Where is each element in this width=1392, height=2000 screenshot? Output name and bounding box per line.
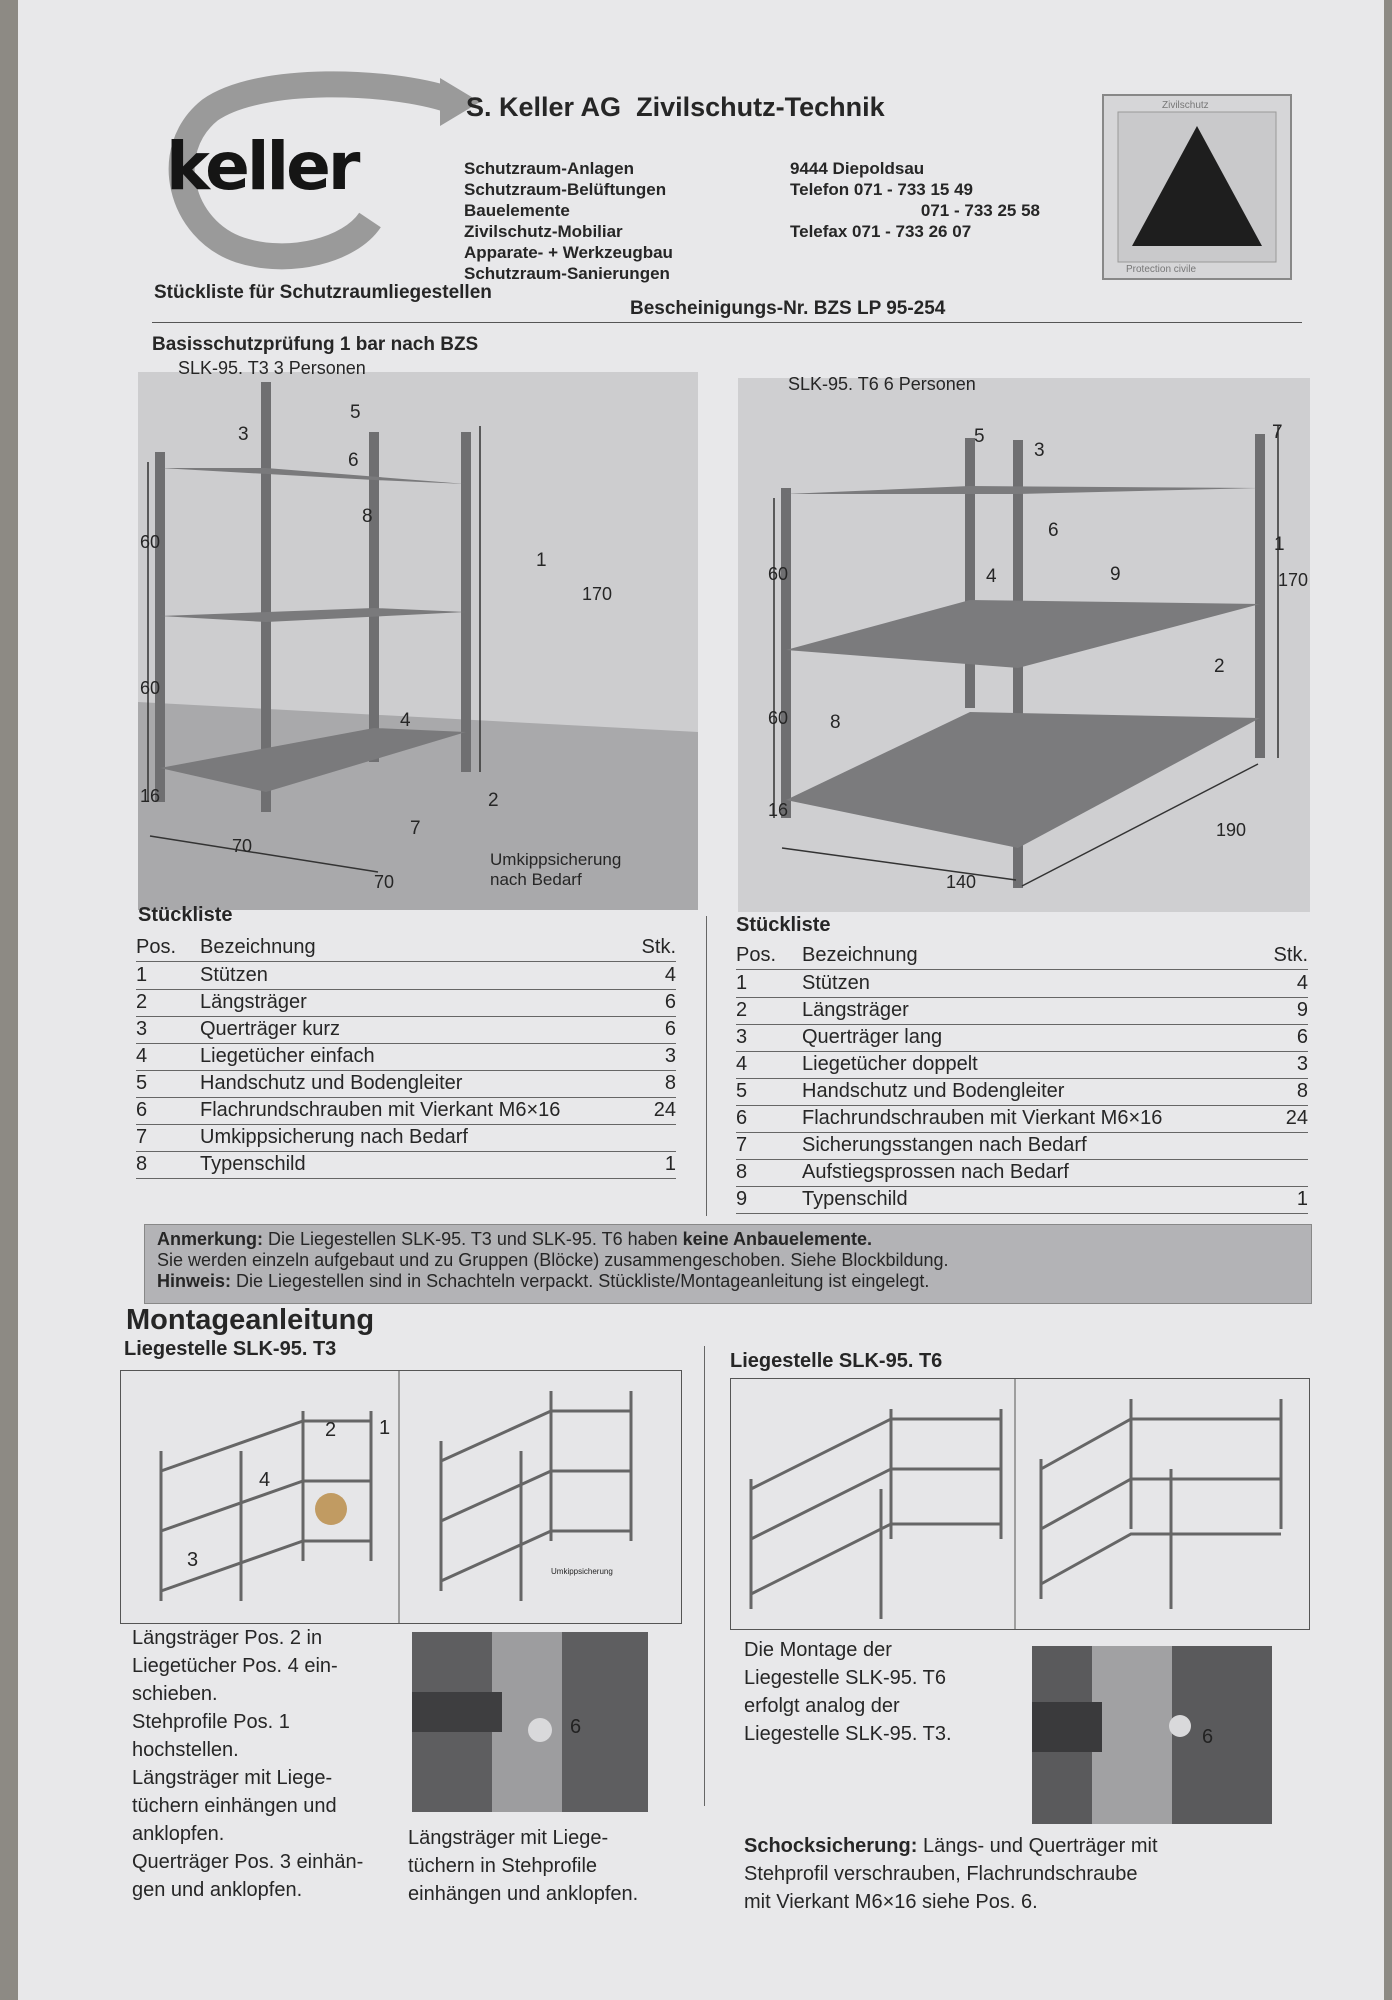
remark-box [144,1224,1312,1304]
service-item: Apparate- + Werkzeugbau [464,243,673,262]
montage-t6-heading: Liegestelle SLK-95. T6 [730,1350,943,1372]
row-qty: 3 [664,1045,676,1067]
sketch-callout: 4 [259,1469,271,1491]
bracket-photo-t3 [412,1632,648,1812]
t6-dimension: 190 [1216,820,1247,840]
row-pos: 5 [736,1080,748,1102]
left-table-heading: Stückliste [138,904,233,926]
row-name: Stützen [802,972,870,994]
table-row [136,1097,676,1125]
phone-2: 071 - 733 25 58 [920,201,1040,220]
t3-dimension: 16 [140,786,161,806]
t6-callout: 5 [974,426,985,447]
shock-label: Schocksicherung: [744,1835,918,1857]
t3-callout: 4 [400,710,411,731]
emblem-top-text: Zivilschutz [1162,100,1209,111]
emblem-bottom-text: Protection civile [1126,264,1197,275]
service-item: Bauelemente [464,201,570,220]
t3-tip-note: Umkippsicherung nach Bedarf [490,850,622,889]
right-parts-table [736,942,1308,1242]
certificate-number: Bescheinigungs-Nr. BZS LP 95-254 [630,298,946,319]
assembly-steps: Längsträger Pos. 2 in Liegetücher Pos. 4 ein- schieben. Stehprofile Pos. 1 hochstellen. Längsträger mit Liege- tüchern einhängen und anklopfen. Querträger Pos. 3 einhän- gen und anklopfen. [132,1627,364,1901]
remark-text: Die Liegestellen SLK-95. T3 und SLK-95. T6 haben [263,1229,683,1249]
row-name: Sicherungsstangen nach Bedarf [802,1134,1087,1156]
table-row [136,1070,676,1098]
row-name: Handschutz und Bodengleiter [200,1072,463,1094]
sketch-callout: 3 [187,1549,199,1571]
row-qty: 1 [1296,1188,1308,1210]
col-pos: Pos. [136,936,177,958]
t6-dimension: 60 [768,708,789,728]
company-name: S. Keller AG Zivilschutz-Technik [466,92,885,122]
remark-text-2: Sie werden einzeln aufgebaut und zu Gruppen (Blöcke) zusammengeschoben. Siehe Blockbildung. [157,1250,949,1270]
t3-dimension: 70 [232,836,253,856]
table-row [736,1078,1308,1106]
table-row [136,1043,676,1071]
triangle-icon [1104,96,1290,278]
service-item: Schutzraum-Belüftungen [464,180,667,199]
montage-title: Montageanleitung [126,1304,375,1336]
col-pos: Pos. [736,944,777,966]
row-qty: 9 [1296,999,1308,1021]
table-row [136,1151,676,1179]
row-qty: 6 [664,991,676,1013]
t6-callout: 1 [1274,534,1285,555]
left-parts-table [136,934,676,1234]
hint-text: Die Liegestellen sind in Schachteln verpackt. Stückliste/Montageanleitung ist eingelegt. [231,1271,930,1291]
table-divider [706,916,707,1216]
table-row [736,1105,1308,1133]
photo-callout: 6 [1202,1726,1214,1748]
montage-t3-heading: Liegestelle SLK-95. T3 [124,1338,337,1360]
table-header [136,934,676,962]
t6-callout: 2 [1214,656,1225,677]
row-name: Längsträger [802,999,909,1021]
table-row [136,989,676,1017]
doc-title: Stückliste für Schutzraumliegestellen [154,282,492,303]
montage-divider [704,1346,705,1806]
figure-slk95-t6 [738,374,1310,912]
row-pos: 3 [736,1026,748,1048]
t3-dimension: 170 [582,584,613,604]
row-pos: 1 [136,964,148,986]
table-row [736,1186,1308,1214]
row-name: Liegetücher einfach [200,1045,375,1067]
table-header [736,942,1308,970]
row-qty: 1 [664,1153,676,1175]
row-pos: 4 [136,1045,148,1067]
table-row [736,1051,1308,1079]
document-page [18,0,1384,2000]
row-pos: 3 [136,1018,148,1040]
table-row [136,962,676,990]
row-pos: 2 [736,999,748,1021]
t6-dimension: 16 [768,800,789,820]
table-row [736,997,1308,1025]
row-pos: 6 [736,1107,748,1129]
t6-callout: 6 [1048,520,1059,541]
row-pos: 9 [736,1188,748,1210]
row-pos: 5 [136,1072,148,1094]
sketch-callout: 1 [379,1417,391,1439]
t6-assembly-sketches [730,1378,1310,1630]
hint-label: Hinweis: [157,1271,232,1291]
row-name: Längsträger [200,991,307,1013]
t3-dimension: 70 [374,872,395,892]
service-item: Schutzraum-Anlagen [464,159,635,178]
row-pos: 1 [736,972,748,994]
logo-wordmark: keller [166,128,358,205]
service-item: Zivilschutz-Mobiliar [464,222,623,241]
table-row [736,1132,1308,1160]
row-qty: 24 [653,1099,676,1121]
t6-callout: 4 [986,566,997,587]
row-name: Liegetücher doppelt [802,1053,978,1075]
t6-callout: 3 [1034,440,1045,461]
phone-1: Telefon 071 - 733 15 49 [790,180,974,199]
t3-callout: 3 [238,424,249,445]
t6-dimension: 60 [768,564,789,584]
photo-caption: Längsträger mit Liege- tüchern in Stehprofile einhängen und anklopfen. [408,1827,639,1905]
col-qty: Stk. [641,936,676,958]
t3-figure-label: SLK-95. T3 3 Personen [178,358,366,378]
t3-callout: 5 [350,402,361,423]
t3-callout: 6 [348,450,359,471]
row-qty: 4 [664,964,676,986]
table-row [736,1159,1308,1187]
doc-subtitle: Basisschutzprüfung 1 bar nach BZS [152,334,479,355]
remark-label: Anmerkung: [157,1229,264,1249]
row-qty: 6 [664,1018,676,1040]
bracket-photo-t6 [1032,1646,1272,1824]
address: 9444 Diepoldsau [790,159,925,178]
contact-block [790,158,1040,242]
row-pos: 8 [736,1161,748,1183]
figure-slk95-t3 [138,358,698,910]
t6-figure-label: SLK-95. T6 6 Personen [788,374,976,394]
row-name: Typenschild [200,1153,306,1175]
row-name: Flachrundschrauben mit Vierkant M6×16 [200,1099,561,1121]
right-table-heading: Stückliste [736,914,831,936]
col-name: Bezeichnung [200,936,316,958]
services-list [464,158,673,284]
table-row [736,1024,1308,1052]
shock-text: Längs- und Querträger mit Stehprofil verschrauben, Flachrundschraube mit Vierkant M6×16 siehe Pos. 6. [744,1835,1158,1913]
sketch-callout: 2 [325,1419,337,1441]
t3-callout: 8 [362,506,373,527]
row-qty: 8 [1296,1080,1308,1102]
t6-assembly-note: Die Montage der Liegestelle SLK-95. T6 erfolgt analog der Liegestelle SLK-95. T3. [744,1639,952,1745]
table-row [136,1016,676,1044]
t3-assembly-sketches [120,1370,682,1624]
t6-dimension: 140 [946,872,977,892]
row-pos: 7 [736,1134,748,1156]
row-pos: 8 [136,1153,148,1175]
row-name: Handschutz und Bodengleiter [802,1080,1065,1102]
t3-callout: 7 [410,818,421,839]
row-pos: 4 [736,1053,748,1075]
photo-callout: 6 [570,1716,582,1738]
row-qty: 6 [1296,1026,1308,1048]
col-qty: Stk. [1273,944,1308,966]
table-row [136,1124,676,1152]
shock-protection-note [744,1832,1158,1916]
row-pos: 7 [136,1126,148,1148]
t6-dimension: 170 [1278,570,1309,590]
col-name: Bezeichnung [802,944,918,966]
row-qty: 8 [664,1072,676,1094]
row-name: Aufstiegsprossen nach Bedarf [802,1161,1069,1183]
remark-emphasis: keine Anbauelemente. [682,1229,873,1249]
row-pos: 6 [136,1099,148,1121]
row-name: Flachrundschrauben mit Vierkant M6×16 [802,1107,1163,1129]
row-pos: 2 [136,991,148,1013]
t6-callout: 8 [830,712,841,733]
fax: Telefax 071 - 733 26 07 [790,222,972,241]
row-qty: 4 [1296,972,1308,994]
table-row [736,970,1308,998]
civil-defense-emblem [1102,94,1292,280]
sketch-note: Umkippsicherung [551,1567,613,1576]
row-name: Typenschild [802,1188,908,1210]
t3-callout: 2 [488,790,499,811]
header-divider [152,322,1302,323]
t3-callout: 1 [536,550,547,571]
t3-dimension: 60 [140,532,161,552]
row-qty: 3 [1296,1053,1308,1075]
service-item: Schutzraum-Sanierungen [464,264,670,283]
t6-callout: 7 [1272,422,1283,443]
t3-dimension: 60 [140,678,161,698]
row-name: Umkippsicherung nach Bedarf [200,1126,468,1148]
row-name: Stützen [200,964,268,986]
row-qty: 24 [1285,1107,1308,1129]
row-name: Querträger kurz [200,1018,341,1040]
t6-callout: 9 [1110,564,1121,585]
row-name: Querträger lang [802,1026,943,1048]
